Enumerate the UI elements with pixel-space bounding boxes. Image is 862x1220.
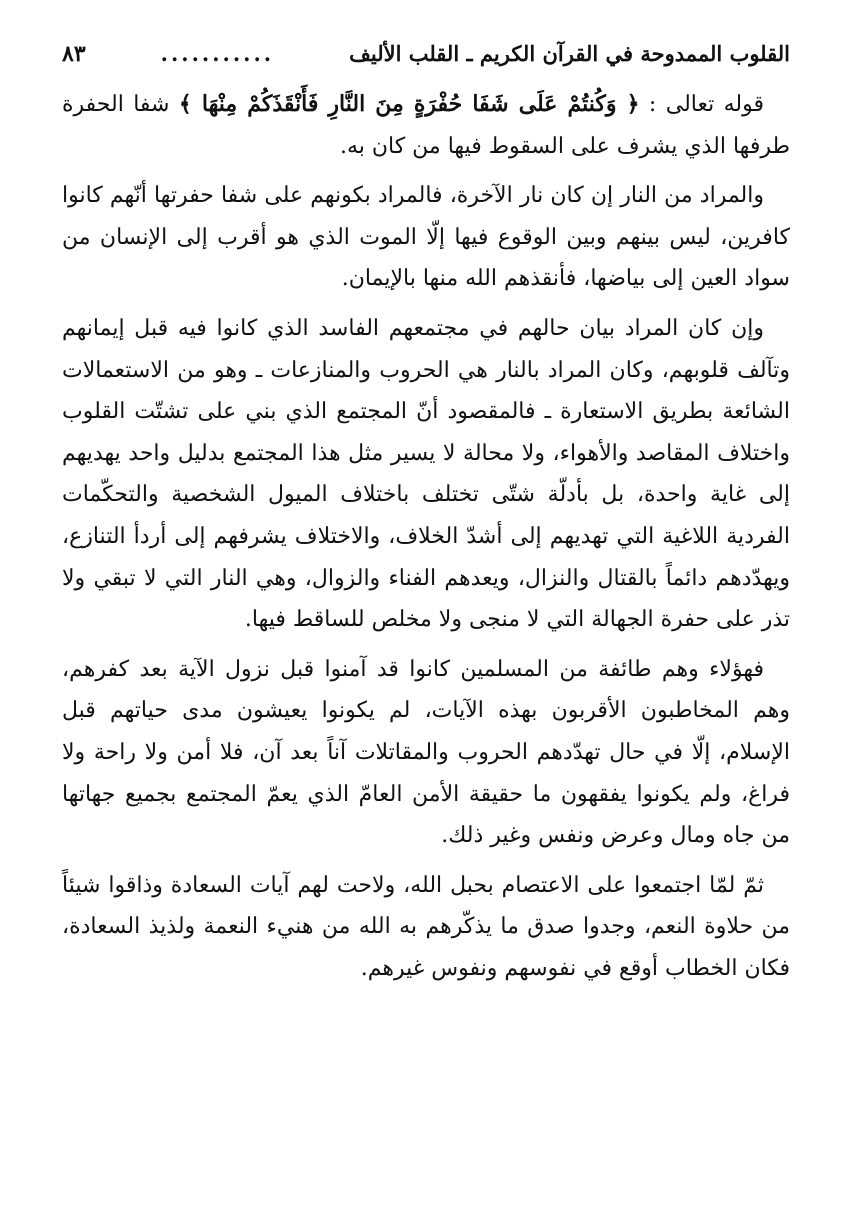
- paragraph-3: وإن كان المراد بيان حالهم في مجتمعهم الفاسد الذي كانوا فيه قبل إيمانهم وتآلف قلوبهم، وكان المراد بالنار هي الحروب والمنازعات ـ وهو من الاستعمالات الشائعة بطريق الاستعارة ـ فالمقصود أنّ المجتمع الذي بني على تشتّت القلوب واختلاف المقاصد والأهواء، ولا محالة لا يسير مثل هذا المجتمع بدليل واحد يهديهم إلى غاية واحدة، بل بأدلّة شتّى تختلف باختلاف الميول الشخصية والتحكّمات الفردية اللاغية التي تهديهم إلى أشدّ الخلاف، والاختلاف يشرفهم إلى أردأ التنازع، ويهدّدهم دائماً بالقتال والنزال، ويعدهم الفناء والزوال، وهي النار التي لا تبقي ولا تذر على حفرة الجهالة التي لا منجى ولا مخلص للساقط فيها.: [62, 315, 790, 633]
- paragraph-2: والمراد من النار إن كان نار الآخرة، فالمراد بكونهم على شفا حفرتها أنّهم كانوا كافرين، ليس بينهم وبين الوقوع فيها إلّا الموت الذي هو أقرب إلى الإنسان من سواد العين إلى بياضها، فأنقذهم الله منها بالإيمان.: [62, 183, 790, 292]
- body-text: [62, 84, 790, 989]
- paragraph-5: ثمّ لمّا اجتمعوا على الاعتصام بحبل الله، ولاحت لهم آيات السعادة وذاقوا شيئاً من حلاوة النعم، وجدوا صدق ما يذكّرهم به الله من هنيء النعمة ولذيذ السعادة، فكان الخطاب أوقع في نفوسهم ونفوس غيرهم.: [62, 872, 790, 981]
- quran-verse: وَكُنتُمْ عَلَى شَفَا حُفْرَةٍ مِنَ النَّارِ فَأَنْقَذَكُمْ مِنْهَا: [191, 91, 627, 117]
- verse-intro: قوله تعالى :: [639, 92, 764, 117]
- ornate-bracket-open: ﴿: [626, 91, 640, 117]
- ornate-bracket-close: ﴾: [178, 91, 192, 117]
- running-title: القلوب الممدوحة في القرآن الكريم ـ القلب الأليف: [349, 41, 790, 66]
- paragraph-4: فهؤلاء وهم طائفة من المسلمين كانوا قد آمنوا قبل نزول الآية بعد كفرهم، وهم المخاطبون الأقربون بهذه الآيات، لم يكونوا يعيشون مدى حياتهم قبل الإسلام، إلّا في حال تهدّدهم الحروب والمقاتلات آناً بعد آن، فلا أمن ولا راحة ولا فراغ، ولم يكونوا يفقهون ما حقيقة الأمن العامّ الذي يعمّ المجتمع بجميع جهاتها من جاه ومال وعرض ونفس وغير ذلك.: [62, 656, 790, 849]
- page-header: [62, 30, 790, 78]
- book-page: [62, 30, 790, 1200]
- page-number: ٨٣: [62, 41, 86, 67]
- leader-dots: ...........: [160, 41, 275, 66]
- paragraph-1: [62, 84, 790, 167]
- verse-explanation: شفا الحفرة طرفها الذي يشرف على السقوط فيها من كان به.: [62, 92, 790, 159]
